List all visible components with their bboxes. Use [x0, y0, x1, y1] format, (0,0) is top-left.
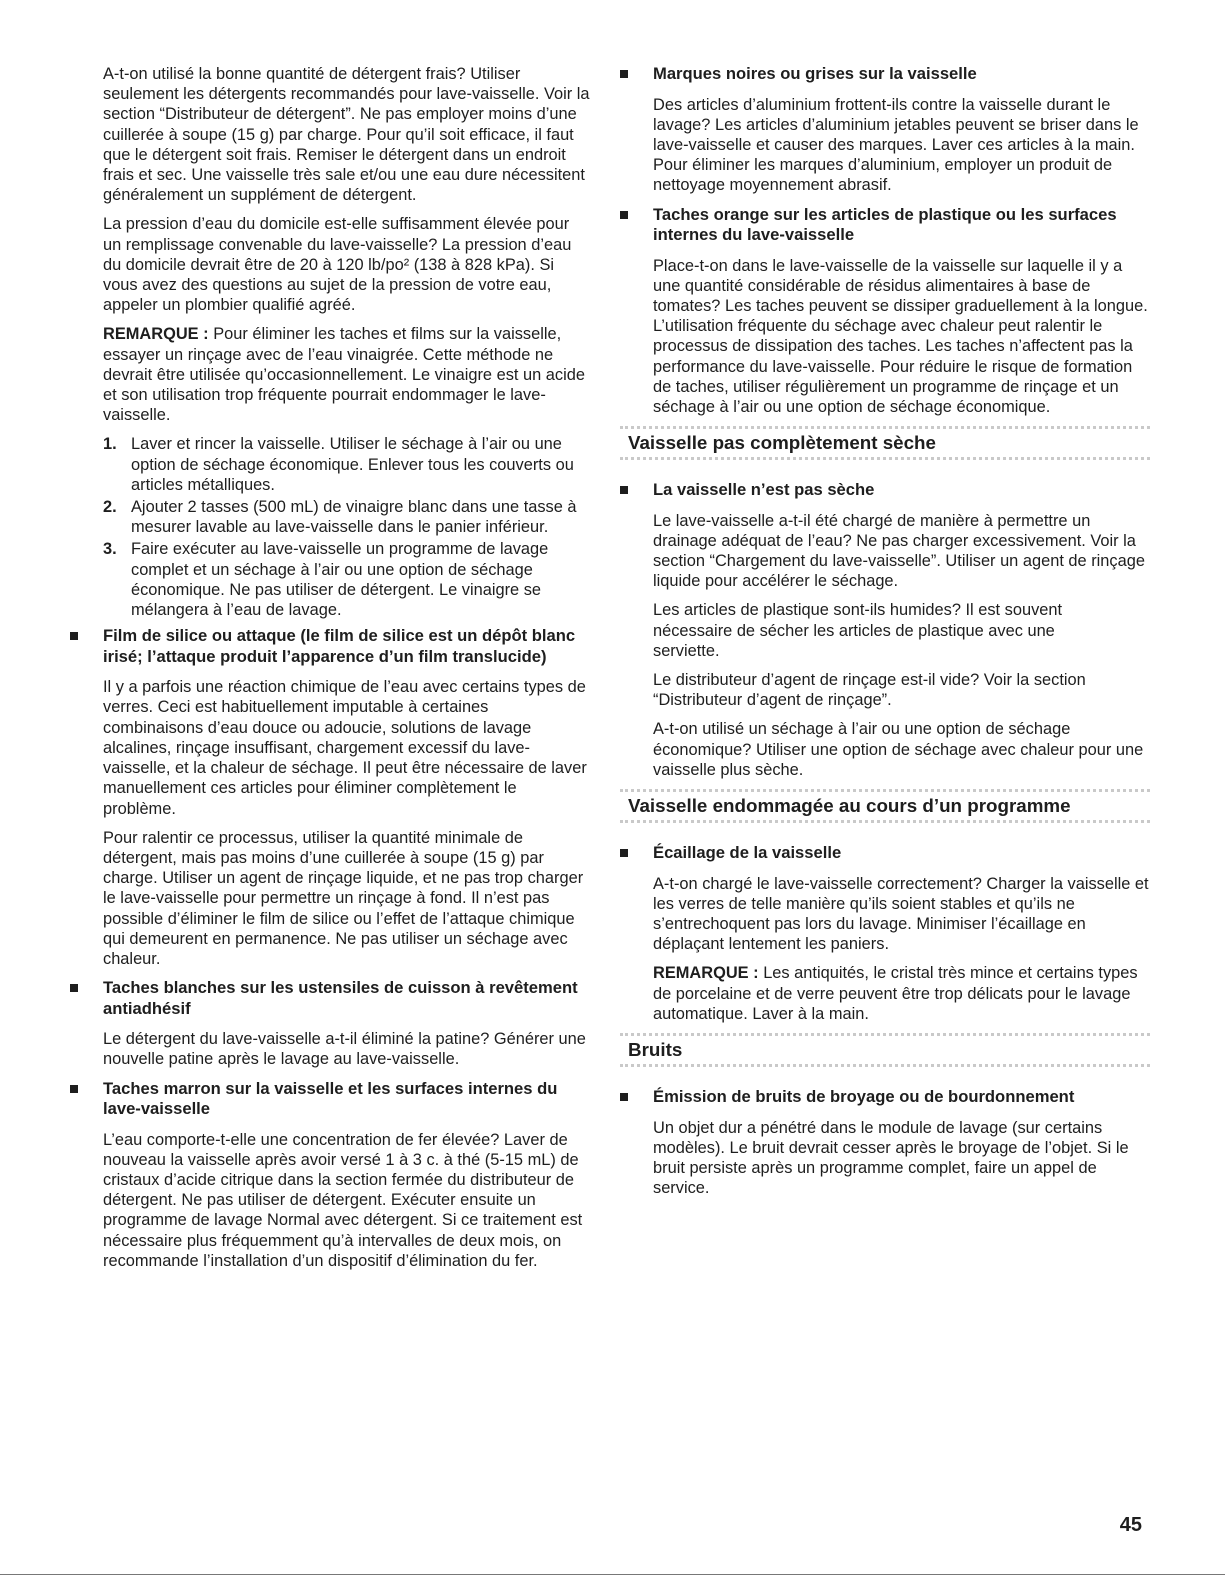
- problem-title: Film de silice ou attaque (le film de silice est un dépôt blanc irisé; l’attaque produit l’apparence d’un film translucide): [103, 626, 576, 666]
- note-label: REMARQUE :: [653, 964, 759, 983]
- list-item: [103, 539, 590, 620]
- note-label: REMARQUE :: [103, 325, 209, 344]
- paragraph: L’eau comporte-t-elle une concentration de fer élevée? Laver de nouveau la vaisselle après avoir versé 1 à 3 c. à thé (5-15 mL) de cristaux d’acide citrique dans la section fermée du distributeur de détergent. Ne pas utiliser de détergent. Exécuter ensuite un programme de lavage Normal avec détergent. Si ce traitement est nécessaire plus fréquemment qu’à intervalles de deux mois, on recommande l’installation d’un dispositif d’élimination du fer.: [103, 1130, 583, 1270]
- numbered-steps: [103, 434, 590, 620]
- paragraph: Le distributeur d’agent de rinçage est-il vide? Voir la section “Distributeur d’agent de rinçage”.: [653, 671, 1086, 710]
- step-text: Laver et rincer la vaisselle. Utiliser le séchage à l’air ou une option de séchage économique. Enlever tous les couverts ou articles métalliques.: [131, 435, 574, 494]
- step-number: 3.: [103, 540, 117, 559]
- problem-item: [70, 978, 590, 1069]
- square-bullet-icon: [70, 984, 78, 992]
- problem-item: [70, 626, 590, 969]
- problem-title: Marques noires ou grises sur la vaisselle: [653, 64, 977, 83]
- section-heading: Vaisselle endommagée au cours d’un programme: [620, 789, 1150, 823]
- square-bullet-icon: [620, 70, 628, 78]
- paragraph: A-t-on chargé le lave-vaisselle correctement? Charger la vaisselle et les verres de telle manière qu’ils soient stables et qu’ils ne s’entrechoquent pas lors du lavage. Minimiser l’écaillage en déplaçant lentement les paniers.: [653, 874, 1149, 954]
- note-text: Pour éliminer les taches et films sur la vaisselle, essayer un rinçage avec de l’eau vinaigrée. Cette méthode ne devrait être utilisée qu’occasionnellement. Le vinaigre est un acide et son utilisation trop fréquente pourrait endommager le lave-vaisselle.: [103, 325, 585, 425]
- paragraph: Pour ralentir ce processus, utiliser la quantité minimale de détergent, mais pas moins d’une cuillerée à soupe (15 g) par charge. Utiliser un agent de rinçage liquide, et ne pas trop charger le lave-vaisselle pour permettre un rinçage à fond. Il n’est pas possible d’éliminer le film de silice ou l’effet de l’attaque chimique qui demeurent en permanence. Ne pas utiliser un séchage avec chaleur.: [103, 828, 584, 968]
- paragraph: A-t-on utilisé un séchage à l’air ou une option de séchage économique? Utiliser une option de séchage avec chaleur pour une vaisselle plus sèche.: [653, 720, 1144, 779]
- step-text: Ajouter 2 tasses (500 mL) de vinaigre blanc dans une tasse à mesurer lavable au lave-vaisselle dans le panier inférieur.: [131, 498, 577, 537]
- note-paragraph: [103, 324, 590, 425]
- problem-item: [620, 480, 1150, 780]
- paragraph: La pression d’eau du domicile est-elle suffisamment élevée pour un remplissage convenable du lave-vaisselle? La pression d’eau du domicile devrait être de 20 à 120 lb/po² (138 à 828 kPa). Si vous avez des questions au sujet de la pression de votre eau, appeler un plombier qualifié agréé.: [103, 215, 572, 315]
- page-bottom-rule: [0, 1574, 1225, 1575]
- problem-item: [620, 1087, 1150, 1198]
- paragraph: Il y a parfois une réaction chimique de l’eau avec certains types de verres. Ceci est habituellement imputable à certaines combinaisons d’eau douce ou adoucie, solutions de lavage alcalines, rinçage insuffisant, chargement excessif du lave-vaisselle, et la chaleur de séchage. Il peut être nécessaire de laver manuellement ces articles pour éliminer complètement le problème.: [103, 678, 587, 818]
- list-item: [103, 497, 590, 537]
- note-text: Les antiquités, le cristal très mince et certains types de porcelaine et de verre peuvent être trop délicats pour le lavage automatique. Laver à la main.: [653, 964, 1138, 1023]
- paragraph: Le lave-vaisselle a-t-il été chargé de manière à permettre un drainage adéquat de l’eau? Ne pas charger excessivement. Voir la section “Chargement du lave-vaisselle”. Utiliser un agent de rinçage liquide pour accélérer le séchage.: [653, 511, 1145, 591]
- problem-title: Taches blanches sur les ustensiles de cuisson à revêtement antiadhésif: [103, 978, 578, 1018]
- step-number: 1.: [103, 435, 117, 454]
- problem-item: [620, 64, 1150, 196]
- list-item: [103, 434, 590, 495]
- paragraph: Des articles d’aluminium frottent-ils contre la vaisselle durant le lavage? Les articles d’aluminium jetables peuvent se briser dans le lave-vaisselle et causer des marques. Laver ces articles à la main. Pour éliminer les marques d’aluminium, employer un produit de nettoyage moyennement abrasif.: [653, 95, 1139, 195]
- problem-title: Taches marron sur la vaisselle et les surfaces internes du lave-vaisselle: [103, 1078, 558, 1119]
- square-bullet-icon: [620, 486, 628, 494]
- problem-item: [620, 843, 1150, 1024]
- paragraph: Les articles de plastique sont-ils humides? Il est souvent nécessaire de sécher les articles de plastique avec une serviette.: [653, 601, 1063, 660]
- paragraph: A-t-on utilisé la bonne quantité de détergent frais? Utiliser seulement les détergents recommandés pour lave-vaisselle. Voir la section “Distributeur de détergent”. Ne pas employer moins d’une cuillerée à soupe (15 g) par charge. Pour qu’il soit efficace, il faut que le détergent soit frais. Remiser le détergent dans un endroit frais et sec. Une vaisselle très sale et/ou une eau dure nécessitent généralement un supplément de détergent.: [103, 65, 590, 205]
- paragraph: Le détergent du lave-vaisselle a-t-il éliminé la patine? Générer une nouvelle patine après le lavage au lave-vaisselle.: [103, 1030, 586, 1069]
- paragraph: Un objet dur a pénétré dans le module de lavage (sur certains modèles). Le bruit devrait cesser après le broyage de l’objet. Si le bruit persiste après un programme complet, faire un appel de service.: [653, 1118, 1129, 1198]
- paragraph: Place-t-on dans le lave-vaisselle de la vaisselle sur laquelle il y a une quantité considérable de résidus alimentaires à base de tomates? Les taches peuvent se dissiper graduellement à la longue. L’utilisation fréquente du séchage avec chaleur peut ralentir le processus de dissipation des taches. Les taches n’affectent pas la performance du lave-vaisselle. Pour réduire le risque de formation de taches, utiliser régulièrement un programme de rinçage et un séchage à l’air ou une option de séchage économique.: [653, 256, 1148, 416]
- problem-item: [620, 205, 1150, 418]
- right-column: [620, 64, 1150, 1207]
- step-text: Faire exécuter au lave-vaisselle un programme de lavage complet et un séchage à l’air ou une option de séchage économique. Ne pas utiliser de détergent. Le vinaigre se mélangera à l’eau de lavage.: [131, 540, 549, 620]
- square-bullet-icon: [70, 1085, 78, 1093]
- square-bullet-icon: [620, 211, 628, 219]
- square-bullet-icon: [70, 632, 78, 640]
- square-bullet-icon: [620, 849, 628, 857]
- page-number: 45: [1119, 1514, 1142, 1536]
- section-heading: Vaisselle pas complètement sèche: [620, 426, 1150, 460]
- step-number: 2.: [103, 498, 117, 517]
- problem-title: Taches orange sur les articles de plastique ou les surfaces internes du lave-vaisselle: [653, 204, 1117, 245]
- section-heading: Bruits: [620, 1033, 1150, 1067]
- left-column: [103, 64, 590, 1280]
- problem-title: Émission de bruits de broyage ou de bourdonnement: [653, 1087, 1075, 1106]
- square-bullet-icon: [620, 1093, 628, 1101]
- problem-title: La vaisselle n’est pas sèche: [653, 480, 875, 500]
- problem-title: Écaillage de la vaisselle: [653, 843, 842, 863]
- problem-item: [70, 1079, 590, 1271]
- note-paragraph: [653, 963, 1150, 1024]
